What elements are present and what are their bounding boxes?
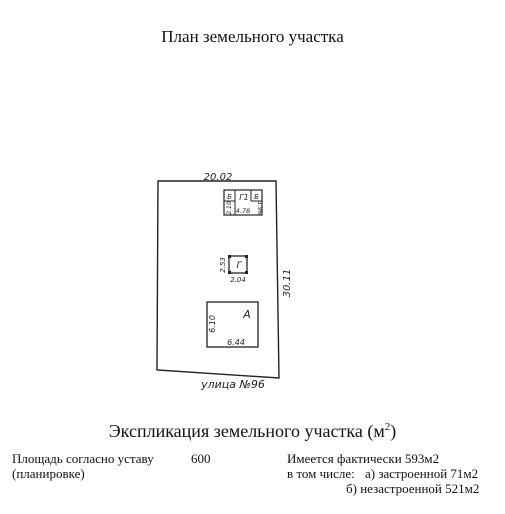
building-g-height: 2.53 (219, 257, 227, 273)
building-g-corner (245, 271, 248, 274)
building-g-width: 2.04 (230, 276, 246, 284)
building-a-label: А (243, 308, 251, 321)
dim-top-label: 20.02 (203, 172, 233, 183)
explication-title-text: Экспликация земельного участка (м (108, 421, 385, 441)
building-g-corner (228, 255, 231, 258)
explication-title-end: ) (390, 421, 397, 441)
building-g1-height-left: 2.10 (226, 201, 233, 215)
built-area: а) застроенной 71м2 (365, 466, 479, 481)
building-a-height: 6.10 (208, 315, 217, 333)
building-a-width: 6.44 (227, 338, 245, 347)
including-label: в том числе: (287, 466, 355, 481)
building-g1-cell-left-label: Б (227, 193, 232, 201)
area-by-charter-value: 600 (191, 451, 211, 466)
building-g1 (224, 190, 263, 215)
building-g (219, 255, 248, 284)
building-g1-cell-right-label: Б (254, 193, 259, 201)
unbuilt-area: б) незастроенной 521м2 (346, 481, 480, 496)
explication-title (0, 421, 505, 442)
building-g1-height-right: 1.96 (256, 201, 263, 215)
building-g1-label: Г1 (239, 193, 249, 202)
page-title: План земельного участка (161, 27, 344, 46)
explication-title-sup: 2 (384, 421, 391, 433)
actual-area: Имеется фактически 593м2 (287, 451, 440, 466)
building-a (207, 302, 258, 347)
building-g-corner (228, 271, 231, 274)
dim-right-label: 30.11 (282, 268, 293, 298)
building-g-corner (245, 255, 248, 258)
street-label: улица №96 (201, 378, 265, 391)
building-g1-width: 4.78 (235, 207, 251, 215)
area-by-charter-label-2: (планировке) (12, 466, 85, 481)
building-g-label: Г (236, 261, 242, 271)
area-by-charter-label: Площадь согласно уставу (12, 451, 154, 466)
